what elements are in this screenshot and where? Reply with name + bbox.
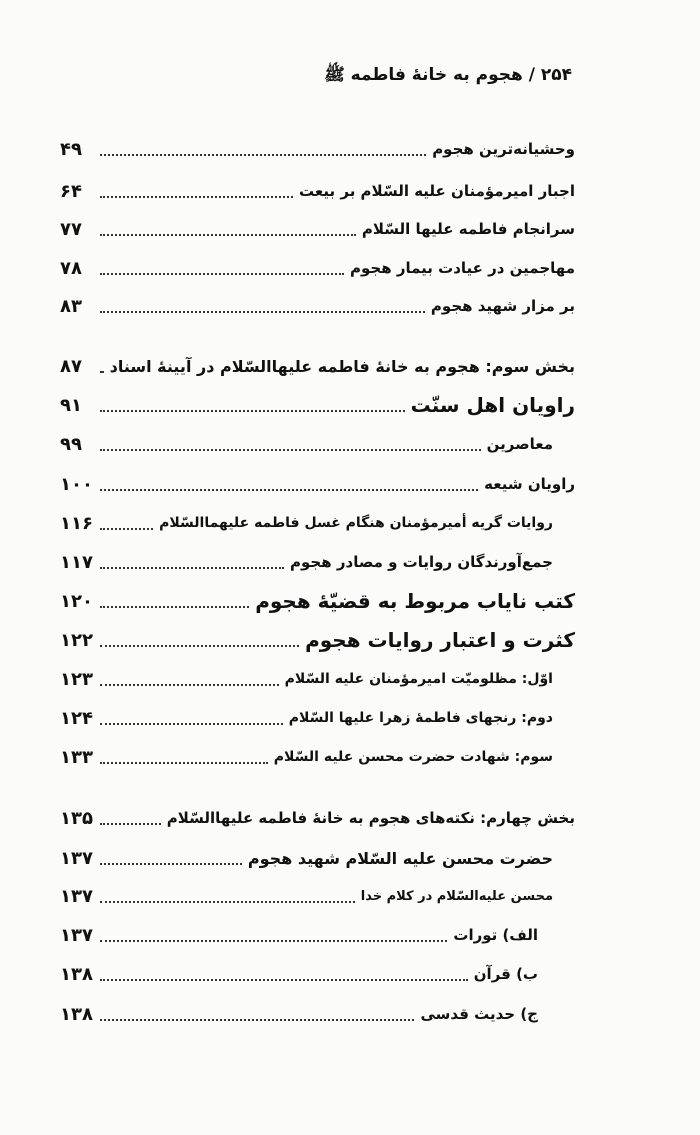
toc-entry-title: سوم: شهادت حضرت محسن علیه السّلام [273, 749, 553, 765]
dot-leader [100, 762, 268, 764]
dot-leader [100, 196, 293, 198]
dot-leader [100, 234, 356, 236]
toc-entry-title: حضرت محسن علیه السّلام شهید هجوم [247, 848, 553, 868]
toc-entry-page: ۱۳۸ [60, 963, 93, 985]
toc-entry-title: بر مزار شهید هجوم [430, 297, 575, 315]
toc-entry[interactable] [60, 427, 553, 461]
toc-section-heading[interactable] [60, 349, 575, 383]
toc-entry-page: ۴۹ [60, 138, 82, 160]
toc-entry[interactable] [60, 623, 575, 657]
dot-leader [100, 606, 249, 608]
toc-entry[interactable] [60, 506, 553, 540]
toc-entry-page: ۱۳۷ [60, 847, 93, 869]
dot-leader [100, 979, 468, 981]
toc-entry[interactable] [60, 879, 553, 913]
dot-leader [100, 528, 153, 530]
toc-entry-page: ۹۱ [60, 394, 82, 416]
toc-entry-page: ۸۷ [60, 355, 82, 377]
dot-leader [100, 723, 283, 725]
toc-entry-page: ۱۲۲ [60, 629, 93, 651]
toc-entry-page: ۱۱۷ [60, 551, 93, 573]
toc-section-heading[interactable] [60, 801, 575, 835]
toc-entry[interactable] [60, 997, 538, 1031]
toc-entry-title: سرانجام فاطمه علیها السّلام [361, 220, 575, 238]
toc-entry-title: جمع‌آورندگان روایات و مصادر هجوم [290, 553, 553, 571]
dot-leader [100, 449, 481, 451]
toc-entry-page: ۱۳۸ [60, 1003, 93, 1025]
toc-entry[interactable] [60, 662, 553, 696]
toc-entry-title: اوّل: مظلومیّت امیرمؤمنان علیه السّلام [284, 671, 553, 687]
toc-entry-page: ۱۰۰ [60, 473, 93, 495]
toc-entry-page: ۱۳۵ [60, 807, 93, 829]
dot-leader [100, 823, 161, 825]
toc-entry-page: ۹۹ [60, 433, 82, 455]
toc-entry-title: اجبار امیرمؤمنان علیه السّلام بر بیعت [299, 182, 575, 200]
toc-entry-title: روایات گریه أمیرمؤمنان هنگام غسل فاطمه علیهماالسّلام [159, 515, 553, 531]
dot-leader [100, 1019, 414, 1021]
toc-entry-page: ۱۲۰ [60, 590, 93, 612]
toc-entry[interactable] [60, 388, 575, 422]
toc-entry-title: دوم: رنجهای فاطمهٔ زهرا علیها السّلام [288, 710, 553, 726]
toc-entry[interactable] [60, 251, 575, 285]
toc-entry-page: ۱۳۷ [60, 924, 93, 946]
toc-entry-title: کتب نایاب مربوط به قضیّهٔ هجوم [255, 589, 575, 613]
toc-entry-title: بخش سوم: هجوم به خانهٔ فاطمه علیهاالسّلام در آیینهٔ اسناد [109, 356, 575, 376]
toc-entry[interactable] [60, 701, 553, 735]
dot-leader [100, 489, 478, 491]
toc-entry[interactable] [60, 467, 575, 501]
toc-entry[interactable] [60, 740, 553, 774]
toc-entry[interactable] [60, 132, 575, 166]
toc-entry-title: محسن علیه‌السّلام در کلام خدا [360, 888, 553, 904]
toc-entry-page: ۶۴ [60, 180, 82, 202]
toc-entry-page: ۱۲۴ [60, 707, 93, 729]
toc-entry[interactable] [60, 289, 575, 323]
toc-entry[interactable] [60, 957, 538, 991]
toc-entry-title: مهاجمین در عیادت بیمار هجوم [350, 259, 575, 277]
dot-leader [100, 567, 284, 569]
toc-entry-title: کثرت و اعتبار روایات هجوم [305, 628, 575, 652]
toc-entry-title: ج) حدیث قدسی [420, 1005, 538, 1023]
dot-leader [100, 311, 425, 313]
toc-entry[interactable] [60, 841, 553, 875]
dot-leader [100, 154, 426, 156]
toc-entry-page: ۱۳۷ [60, 885, 93, 907]
toc-entry-title: معاصرین [486, 435, 553, 453]
toc-entry-title: الف) تورات [453, 926, 538, 944]
toc-entry-page: ۸۳ [60, 295, 82, 317]
dot-leader [100, 940, 447, 942]
running-header: ۲۵۴ / هجوم به خانهٔ فاطمه ﷺ [324, 65, 572, 85]
dot-leader [100, 863, 242, 865]
toc-entry[interactable] [60, 174, 575, 208]
dot-leader [100, 684, 279, 686]
dot-leader [100, 273, 344, 275]
toc-entry[interactable] [60, 918, 538, 952]
dot-leader [100, 901, 355, 903]
toc-entry-title: راویان اهل سنّت [410, 393, 575, 417]
toc-entry-page: ۱۳۳ [60, 746, 93, 768]
toc-entry-title: راویان شیعه [484, 475, 575, 493]
toc-entry-page: ۱۱۶ [60, 512, 93, 534]
toc-entry-title: وحشیانه‌ترین هجوم [432, 140, 575, 158]
toc-entry-page: ۷۷ [60, 218, 82, 240]
toc-entry-page: ۱۲۳ [60, 668, 93, 690]
toc-entry[interactable] [60, 212, 575, 246]
toc-entry-title: بخش چهارم: نکته‌های هجوم به خانهٔ فاطمه علیهاالسّلام [166, 809, 575, 827]
dot-leader [100, 410, 405, 412]
dot-leader [100, 371, 104, 373]
toc-entry-title: ب) قرآن [473, 965, 538, 983]
toc-entry-page: ۷۸ [60, 257, 82, 279]
toc-entry[interactable] [60, 584, 575, 618]
toc-entry[interactable] [60, 545, 553, 579]
dot-leader [100, 645, 299, 647]
